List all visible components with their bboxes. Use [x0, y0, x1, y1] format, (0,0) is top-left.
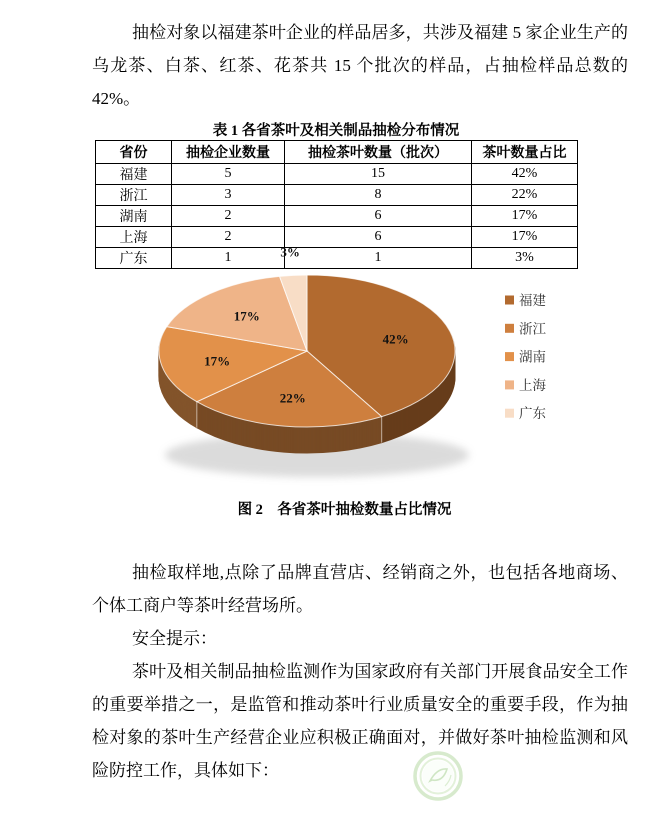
table-cell: 2 — [172, 206, 285, 227]
table-cell: 上海 — [96, 227, 172, 248]
figure-caption: 图 2 各省茶叶抽检数量占比情况 — [237, 502, 452, 518]
table-header-cell: 茶叶数量占比 — [472, 141, 578, 164]
table-container — [95, 140, 578, 269]
legend-item — [505, 292, 547, 308]
sample-table — [95, 140, 578, 269]
pie-root — [159, 245, 469, 477]
legend-swatch — [505, 409, 514, 418]
pie-data-label: 3% — [280, 244, 300, 260]
legend-swatch — [505, 324, 514, 333]
table-cell: 17% — [472, 206, 578, 227]
table-row — [96, 206, 578, 227]
chart-legend — [505, 292, 547, 421]
table-cell: 42% — [472, 164, 578, 185]
table-cell: 湖南 — [96, 206, 172, 227]
legend-swatch — [505, 296, 514, 305]
legend-item — [505, 349, 546, 365]
table-cell: 15 — [285, 164, 472, 185]
table-cell: 3 — [172, 185, 285, 206]
paragraph-2: 抽检取样地,点除了品牌直营店、经销商之外，也包括各地商场、个体工商户等茶叶经营场所。 — [92, 563, 628, 615]
table-cell: 6 — [285, 227, 472, 248]
legend-label: 浙江 — [519, 321, 546, 337]
paragraph-3: 茶叶及相关制品抽检监测作为国家政府有关部门开展食品安全工作的重要举措之一，是监管和推动茶叶行业质量安全的重要手段，作为抽检对象的茶叶生产经营企业应积极正确面对，并做好茶叶抽检监测和风险防控工作，具体如下： — [92, 662, 628, 780]
table-row — [96, 227, 578, 248]
legend-swatch — [505, 352, 514, 361]
legend-item — [505, 406, 547, 421]
table-cell: 22% — [472, 185, 578, 206]
paragraph-1: 抽检对象以福建茶叶企业的样品居多，共涉及福建 5 家企业生产的乌龙茶、白茶、红茶、花茶共 15 个批次的样品，占抽检样品总数的 42%。 — [92, 23, 628, 108]
table-cell: 2 — [172, 227, 285, 248]
table-header-row — [96, 141, 578, 164]
legend-label: 上海 — [519, 377, 546, 393]
table-cell: 8 — [285, 185, 472, 206]
pie-chart-3d — [95, 244, 595, 493]
table-header-cell: 省份 — [96, 141, 172, 164]
legend-label: 广东 — [519, 406, 546, 422]
legend-swatch — [505, 380, 514, 389]
pie-data-label: 42% — [382, 331, 409, 347]
table-cell: 1 — [172, 248, 285, 269]
body-paragraphs — [92, 556, 628, 787]
table-cell: 17% — [472, 227, 578, 248]
legend-label: 福建 — [519, 293, 546, 308]
table-cell: 3% — [472, 248, 578, 269]
table-cell: 1 — [285, 248, 472, 269]
table-cell: 5 — [172, 164, 285, 185]
table-row — [96, 185, 578, 206]
table-header-cell: 抽检茶叶数量（批次） — [285, 141, 472, 164]
table-title: 表 1 各省茶叶及相关制品抽检分布情况 — [212, 123, 460, 139]
table-cell: 广东 — [96, 248, 172, 269]
pie-data-label: 22% — [279, 390, 306, 406]
table-cell: 福建 — [96, 164, 172, 185]
legend-label: 湖南 — [519, 349, 546, 365]
safety-heading: 安全提示： — [132, 629, 217, 648]
table-header-cell: 抽检企业数量 — [172, 141, 285, 164]
legend-item — [505, 378, 547, 393]
table-row — [96, 164, 578, 185]
table-cell: 6 — [285, 206, 472, 227]
pie-data-label: 17% — [204, 353, 231, 369]
table-head — [96, 141, 578, 164]
pie-data-label: 17% — [233, 308, 260, 324]
legend-item — [505, 320, 547, 336]
table-cell: 浙江 — [96, 185, 172, 206]
